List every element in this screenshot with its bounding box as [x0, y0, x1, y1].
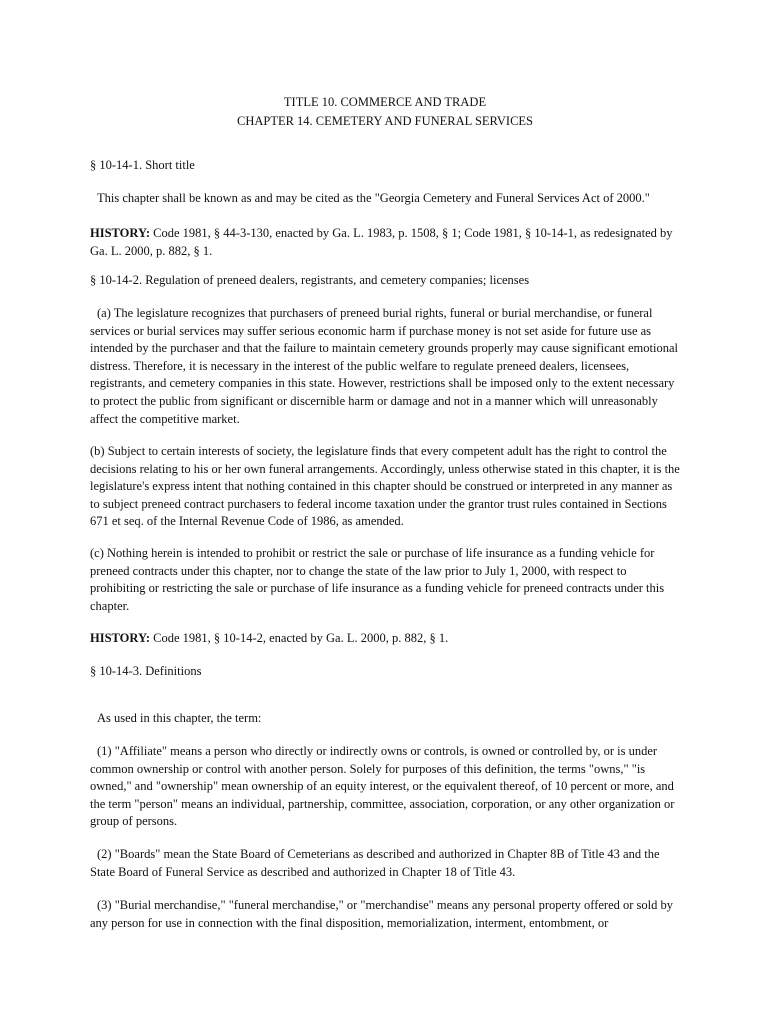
section-heading-10-14-2: § 10-14-2. Regulation of preneed dealers, registrants, and cemetery companies; licenses — [90, 273, 530, 287]
history-label: HISTORY: — [90, 631, 151, 645]
document-title — [0, 93, 770, 131]
paragraph-b: (b) Subject to certain interests of society, the legislature finds that every competent adult has the right to control the decisions relating to his or her own funeral arrangements. Accordingly, unless otherwise stated in this chapter, it is the legislature's express intent that nothing contained in this chapter should be construed or interpreted in any manner as to subject preneed contract purchasers to federal income taxation under the grantor trust rules contained in Sections 671 et seq. of the Internal Revenue Code of 1986, as amended. — [90, 444, 680, 529]
paragraph-c: (c) Nothing herein is intended to prohibit or restrict the sale or purchase of life insurance as a funding vehicle for preneed contracts under this chapter, nor to change the state of the law prior to July 1, 2000, with respect to prohibiting or restricting the sale or purchase of life insurance as a funding vehicle for preneed contracts under this chapter. — [90, 546, 665, 613]
history-note-10-14-2 — [90, 630, 682, 648]
section-heading-10-14-1: § 10-14-1. Short title — [90, 158, 195, 172]
short-title-paragraph: This chapter shall be known as and may be cited as the "Georgia Cemetery and Funeral Services Act of 2000." — [97, 191, 650, 205]
chapter-line: CHAPTER 14. CEMETERY AND FUNERAL SERVICES — [236, 114, 533, 128]
title-line: TITLE 10. COMMERCE AND TRADE — [283, 95, 487, 109]
paragraph-a: (a) The legislature recognizes that purchasers of preneed burial rights, funeral or burial merchandise, or funeral services or burial services may suffer serious economic harm if purchase money is not set aside for future use as intended by the purchaser and that the failure to maintain cemetery grounds properly may cause significant emotional distress. Therefore, it is necessary in the interest of the public welfare to regulate preneed dealers, licensees, registrants, and cemetery companies in this state. However, restrictions shall be imposed only to the extent necessary to protect the public from significant or discernible harm or damage and not in a manner which will unreasonably affect the competitive market. — [90, 306, 678, 426]
section-heading-10-14-3: § 10-14-3. Definitions — [90, 664, 202, 678]
history-text: Code 1981, § 44-3-130, enacted by Ga. L. 1983, p. 1508, § 1; Code 1981, § 10-14-1, as redesignated by Ga. L. 2000, p. 882, § 1. — [90, 226, 673, 258]
definition-affiliate: (1) "Affiliate" means a person who directly or indirectly owns or controls, is owned or controlled by, or is under common ownership or control with another person. Solely for purposes of this definition, the terms "owns," "is owned," and "ownership" mean ownership of an equity interest, or the equivalent thereof, of 10 percent or more, and the term "person" means an individual, partnership, committee, association, corporation, or any other organization or group of persons. — [90, 744, 675, 829]
history-label: HISTORY: — [90, 226, 151, 240]
definition-boards: (2) "Boards" mean the State Board of Cemeterians as described and authorized in Chapter 8B of Title 43 and the State Board of Funeral Service as described and authorized in Chapter 18 of Title 43. — [90, 847, 660, 879]
definitions-intro: As used in this chapter, the term: — [97, 711, 262, 725]
definition-burial-merchandise: (3) "Burial merchandise," "funeral merchandise," or "merchandise" means any personal property offered or sold by any person for use in connection with the final disposition, memorialization, interment, entombment, or — [90, 898, 674, 930]
history-text: Code 1981, § 10-14-2, enacted by Ga. L. 2000, p. 882, § 1. — [150, 631, 449, 645]
history-note-10-14-1 — [90, 225, 682, 260]
